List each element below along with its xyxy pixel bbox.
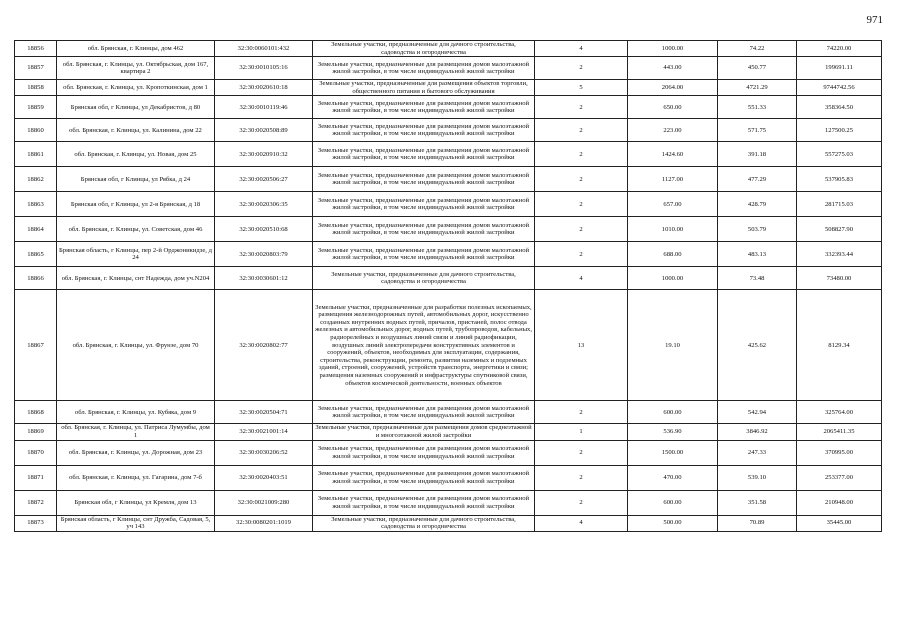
row-number-cell: 18856 xyxy=(15,41,57,57)
row-number-cell: 18873 xyxy=(15,515,57,531)
cadastral-value-cell: 73480.00 xyxy=(797,267,882,290)
row-number-cell: 18862 xyxy=(15,167,57,192)
cadastral-value-cell: 537905.83 xyxy=(797,167,882,192)
address-cell: Брянская обл, г Клинцы, ул Кремля, дом 13 xyxy=(57,490,215,515)
address-cell: обл. Брянская, г. Клинцы, снт Надежда, дом уч.N204 xyxy=(57,267,215,290)
specific-value-cell: 391.18 xyxy=(718,142,797,167)
area-cell: 1000.00 xyxy=(628,267,718,290)
use-group-code-cell: 2 xyxy=(535,465,628,490)
use-group-code-cell: 2 xyxy=(535,142,628,167)
use-group-code-cell: 2 xyxy=(535,96,628,119)
cadastral-value-cell: 325764.00 xyxy=(797,401,882,424)
specific-value-cell: 4721.29 xyxy=(718,80,797,96)
cadastral-number-cell: 32:30:0020802:77 xyxy=(215,290,313,401)
area-cell: 650.00 xyxy=(628,96,718,119)
use-group-code-cell: 2 xyxy=(535,57,628,80)
table-row xyxy=(15,290,882,401)
specific-value-cell: 74.22 xyxy=(718,41,797,57)
specific-value-cell: 247.33 xyxy=(718,440,797,465)
use-group-code-cell: 2 xyxy=(535,167,628,192)
address-cell: Брянская обл, г Клинцы, ул 2-я Брянская, д 18 xyxy=(57,192,215,217)
land-use-cell: Земельные участки, предназначенные для размещения домов малоэтажной жилой застройки, в том числе индивидуальной жилой застройки xyxy=(313,440,535,465)
address-cell: обл. Брянская, г. Клинцы, ул. Кропоткинская, дом 1 xyxy=(57,80,215,96)
land-use-cell: Земельные участки, предназначенные для дачного строительства, садоводства и огородничества xyxy=(313,515,535,531)
page-number: 971 xyxy=(866,14,883,26)
table-body xyxy=(15,41,882,532)
area-cell: 688.00 xyxy=(628,242,718,267)
cadastral-value-cell: 508827.90 xyxy=(797,217,882,242)
specific-value-cell: 551.33 xyxy=(718,96,797,119)
row-number-cell: 18870 xyxy=(15,440,57,465)
address-cell: обл. Брянская, г. Клинцы, ул. Патриса Лумумбы, дом 1 xyxy=(57,424,215,440)
table-row xyxy=(15,192,882,217)
table-row xyxy=(15,515,882,531)
cadastral-number-cell: 32:30:0020403:51 xyxy=(215,465,313,490)
cadastral-number-cell: 32:30:0020610:18 xyxy=(215,80,313,96)
use-group-code-cell: 2 xyxy=(535,401,628,424)
use-group-code-cell: 2 xyxy=(535,242,628,267)
address-cell: обл. Брянская, г. Клинцы, дом 462 xyxy=(57,41,215,57)
address-cell: обл. Брянская, г. Клинцы, ул. Калинина, дом 22 xyxy=(57,119,215,142)
table-row xyxy=(15,490,882,515)
use-group-code-cell: 1 xyxy=(535,424,628,440)
table-row xyxy=(15,424,882,440)
row-number-cell: 18868 xyxy=(15,401,57,424)
cadastral-number-cell: 32:30:0021001:14 xyxy=(215,424,313,440)
address-cell: Брянская область, г Клинцы, снт Дружба, Садовая, 5, уч 143 xyxy=(57,515,215,531)
row-number-cell: 18871 xyxy=(15,465,57,490)
area-cell: 223.00 xyxy=(628,119,718,142)
row-number-cell: 18863 xyxy=(15,192,57,217)
area-cell: 657.00 xyxy=(628,192,718,217)
address-cell: Брянская обл, г Клинцы, ул Декабристов, д 80 xyxy=(57,96,215,119)
table-row xyxy=(15,401,882,424)
area-cell: 500.00 xyxy=(628,515,718,531)
address-cell: Брянская обл, г Клинцы, ул Рябка, д 24 xyxy=(57,167,215,192)
row-number-cell: 18866 xyxy=(15,267,57,290)
cadastral-number-cell: 32:30:0020510:68 xyxy=(215,217,313,242)
area-cell: 1010.00 xyxy=(628,217,718,242)
land-use-cell: Земельные участки, предназначенные для размещения домов малоэтажной жилой застройки, в том числе индивидуальной жилой застройки xyxy=(313,217,535,242)
row-number-cell: 18867 xyxy=(15,290,57,401)
use-group-code-cell: 2 xyxy=(535,440,628,465)
address-cell: обл. Брянская, г. Клинцы, ул. Кубяка, дом 9 xyxy=(57,401,215,424)
cadastral-value-table xyxy=(14,40,882,532)
row-number-cell: 18860 xyxy=(15,119,57,142)
specific-value-cell: 503.79 xyxy=(718,217,797,242)
use-group-code-cell: 13 xyxy=(535,290,628,401)
specific-value-cell: 425.62 xyxy=(718,290,797,401)
cadastral-number-cell: 32:30:0020306:35 xyxy=(215,192,313,217)
table-row xyxy=(15,41,882,57)
address-cell: обл. Брянская, г. Клинцы, ул. Фрунзе, дом 70 xyxy=(57,290,215,401)
land-use-cell: Земельные участки, предназначенные для размещения домов малоэтажной жилой застройки, в том числе индивидуальной жилой застройки xyxy=(313,490,535,515)
cadastral-value-cell: 370995.00 xyxy=(797,440,882,465)
land-use-cell: Земельные участки, предназначенные для размещения домов среднеэтажной и многоэтажной жилой застройки xyxy=(313,424,535,440)
row-number-cell: 18861 xyxy=(15,142,57,167)
cadastral-number-cell: 32:30:0010105:16 xyxy=(215,57,313,80)
land-use-cell: Земельные участки, предназначенные для разработки полезных ископаемых, размещения железнодорожных путей, автомобильных дорог, искусственно созданных внутренних водных путей, причалов, пристаней, полос отвода железных и автомобильных дорог, водных путей, трубопроводов, кабельных, радиорелейных и воздушных линий связи и линий радиофикации, воздушных линий электропередачи конструктивных элементов и сооружений, объектов, необходимых для эксплуатации, содержания, строительства, реконструкции, ремонта, развития наземных и подземных зданий, строений, сооружений, устройств транспорта, энергетики и связи; размещения наземных сооружений и инфраструктуры спутниковой связи, объектов космической деятельности, военных объектов xyxy=(313,290,535,401)
area-cell: 600.00 xyxy=(628,401,718,424)
area-cell: 600.00 xyxy=(628,490,718,515)
cadastral-value-cell: 557275.03 xyxy=(797,142,882,167)
use-group-code-cell: 4 xyxy=(535,41,628,57)
cadastral-value-cell: 74220.00 xyxy=(797,41,882,57)
row-number-cell: 18869 xyxy=(15,424,57,440)
address-cell: Брянская область, г Клинцы, пер 2-й Орджоникидзе, д 24 xyxy=(57,242,215,267)
specific-value-cell: 70.89 xyxy=(718,515,797,531)
address-cell: обл. Брянская, г. Клинцы, ул. Дорожная, дом 23 xyxy=(57,440,215,465)
area-cell: 1424.60 xyxy=(628,142,718,167)
table-row xyxy=(15,242,882,267)
cadastral-value-cell: 8129.34 xyxy=(797,290,882,401)
specific-value-cell: 351.58 xyxy=(718,490,797,515)
specific-value-cell: 450.77 xyxy=(718,57,797,80)
area-cell: 1000.00 xyxy=(628,41,718,57)
address-cell: обл. Брянская, г. Клинцы, ул. Гагарина, дом 7-б xyxy=(57,465,215,490)
cadastral-value-cell: 332393.44 xyxy=(797,242,882,267)
address-cell: обл. Брянская, г. Клинцы, ул. Советская, дом 46 xyxy=(57,217,215,242)
land-use-cell: Земельные участки, предназначенные для размещения домов малоэтажной жилой застройки, в том числе индивидуальной жилой застройки xyxy=(313,167,535,192)
cadastral-number-cell: 32:30:0010119:46 xyxy=(215,96,313,119)
table-row xyxy=(15,217,882,242)
row-number-cell: 18872 xyxy=(15,490,57,515)
row-number-cell: 18865 xyxy=(15,242,57,267)
use-group-code-cell: 5 xyxy=(535,80,628,96)
table-row xyxy=(15,465,882,490)
specific-value-cell: 542.94 xyxy=(718,401,797,424)
specific-value-cell: 73.48 xyxy=(718,267,797,290)
land-use-cell: Земельные участки, предназначенные для размещения домов малоэтажной жилой застройки, в том числе индивидуальной жилой застройки xyxy=(313,119,535,142)
table-row xyxy=(15,167,882,192)
table-row xyxy=(15,80,882,96)
table-row xyxy=(15,267,882,290)
cadastral-number-cell: 32:30:0020508:89 xyxy=(215,119,313,142)
address-cell: обл. Брянская, г. Клинцы, ул. Октябрьская, дом 167, квартира 2 xyxy=(57,57,215,80)
address-cell: обл. Брянская, г. Клинцы, ул. Новая, дом 25 xyxy=(57,142,215,167)
land-use-cell: Земельные участки, предназначенные для размещения домов малоэтажной жилой застройки, в том числе индивидуальной жилой застройки xyxy=(313,192,535,217)
land-use-cell: Земельные участки, предназначенные для дачного строительства, садоводства и огородничества xyxy=(313,267,535,290)
cadastral-value-cell: 2065411.35 xyxy=(797,424,882,440)
row-number-cell: 18859 xyxy=(15,96,57,119)
use-group-code-cell: 2 xyxy=(535,192,628,217)
cadastral-number-cell: 32:30:0080201:1019 xyxy=(215,515,313,531)
cadastral-value-cell: 127500.25 xyxy=(797,119,882,142)
specific-value-cell: 477.29 xyxy=(718,167,797,192)
table-row xyxy=(15,119,882,142)
cadastral-value-cell: 210948.00 xyxy=(797,490,882,515)
cadastral-number-cell: 32:30:0030206:52 xyxy=(215,440,313,465)
land-use-cell: Земельные участки, предназначенные для размещения домов малоэтажной жилой застройки, в том числе индивидуальной жилой застройки xyxy=(313,242,535,267)
area-cell: 1500.00 xyxy=(628,440,718,465)
cadastral-value-cell: 9744742.56 xyxy=(797,80,882,96)
land-use-cell: Земельные участки, предназначенные для размещения домов малоэтажной жилой застройки, в том числе индивидуальной жилой застройки xyxy=(313,465,535,490)
land-use-cell: Земельные участки, предназначенные для размещения домов малоэтажной жилой застройки, в том числе индивидуальной жилой застройки xyxy=(313,57,535,80)
cadastral-number-cell: 32:30:0060101:432 xyxy=(215,41,313,57)
cadastral-value-cell: 199691.11 xyxy=(797,57,882,80)
land-use-cell: Земельные участки, предназначенные для размещения домов малоэтажной жилой застройки, в том числе индивидуальной жилой застройки xyxy=(313,401,535,424)
row-number-cell: 18857 xyxy=(15,57,57,80)
table-row xyxy=(15,440,882,465)
land-use-cell: Земельные участки, предназначенные для размещения домов малоэтажной жилой застройки, в том числе индивидуальной жилой застройки xyxy=(313,96,535,119)
land-use-cell: Земельные участки, предназначенные для размещения объектов торговли, общественного питания и бытового обслуживания xyxy=(313,80,535,96)
specific-value-cell: 571.75 xyxy=(718,119,797,142)
cadastral-number-cell: 32:30:0021009:280 xyxy=(215,490,313,515)
land-use-cell: Земельные участки, предназначенные для размещения домов малоэтажной жилой застройки, в том числе индивидуальной жилой застройки xyxy=(313,142,535,167)
specific-value-cell: 539.10 xyxy=(718,465,797,490)
cadastral-number-cell: 32:30:0020504:71 xyxy=(215,401,313,424)
specific-value-cell: 3846.92 xyxy=(718,424,797,440)
area-cell: 443.00 xyxy=(628,57,718,80)
cadastral-number-cell: 32:30:0030601:12 xyxy=(215,267,313,290)
row-number-cell: 18864 xyxy=(15,217,57,242)
use-group-code-cell: 4 xyxy=(535,267,628,290)
table-row xyxy=(15,142,882,167)
cadastral-number-cell: 32:30:0020910:32 xyxy=(215,142,313,167)
cadastral-number-cell: 32:30:0020803:79 xyxy=(215,242,313,267)
cadastral-value-cell: 35445.00 xyxy=(797,515,882,531)
table-row xyxy=(15,57,882,80)
use-group-code-cell: 4 xyxy=(535,515,628,531)
area-cell: 536.90 xyxy=(628,424,718,440)
specific-value-cell: 483.13 xyxy=(718,242,797,267)
cadastral-value-cell: 281715.03 xyxy=(797,192,882,217)
specific-value-cell: 428.79 xyxy=(718,192,797,217)
area-cell: 1127.00 xyxy=(628,167,718,192)
cadastral-value-cell: 253377.00 xyxy=(797,465,882,490)
cadastral-value-cell: 358364.50 xyxy=(797,96,882,119)
table-row xyxy=(15,96,882,119)
use-group-code-cell: 2 xyxy=(535,490,628,515)
row-number-cell: 18858 xyxy=(15,80,57,96)
land-use-cell: Земельные участки, предназначенные для дачного строительства, садоводства и огородничества xyxy=(313,41,535,57)
area-cell: 470.00 xyxy=(628,465,718,490)
area-cell: 19.10 xyxy=(628,290,718,401)
use-group-code-cell: 2 xyxy=(535,217,628,242)
area-cell: 2064.00 xyxy=(628,80,718,96)
cadastral-number-cell: 32:30:0020506:27 xyxy=(215,167,313,192)
use-group-code-cell: 2 xyxy=(535,119,628,142)
